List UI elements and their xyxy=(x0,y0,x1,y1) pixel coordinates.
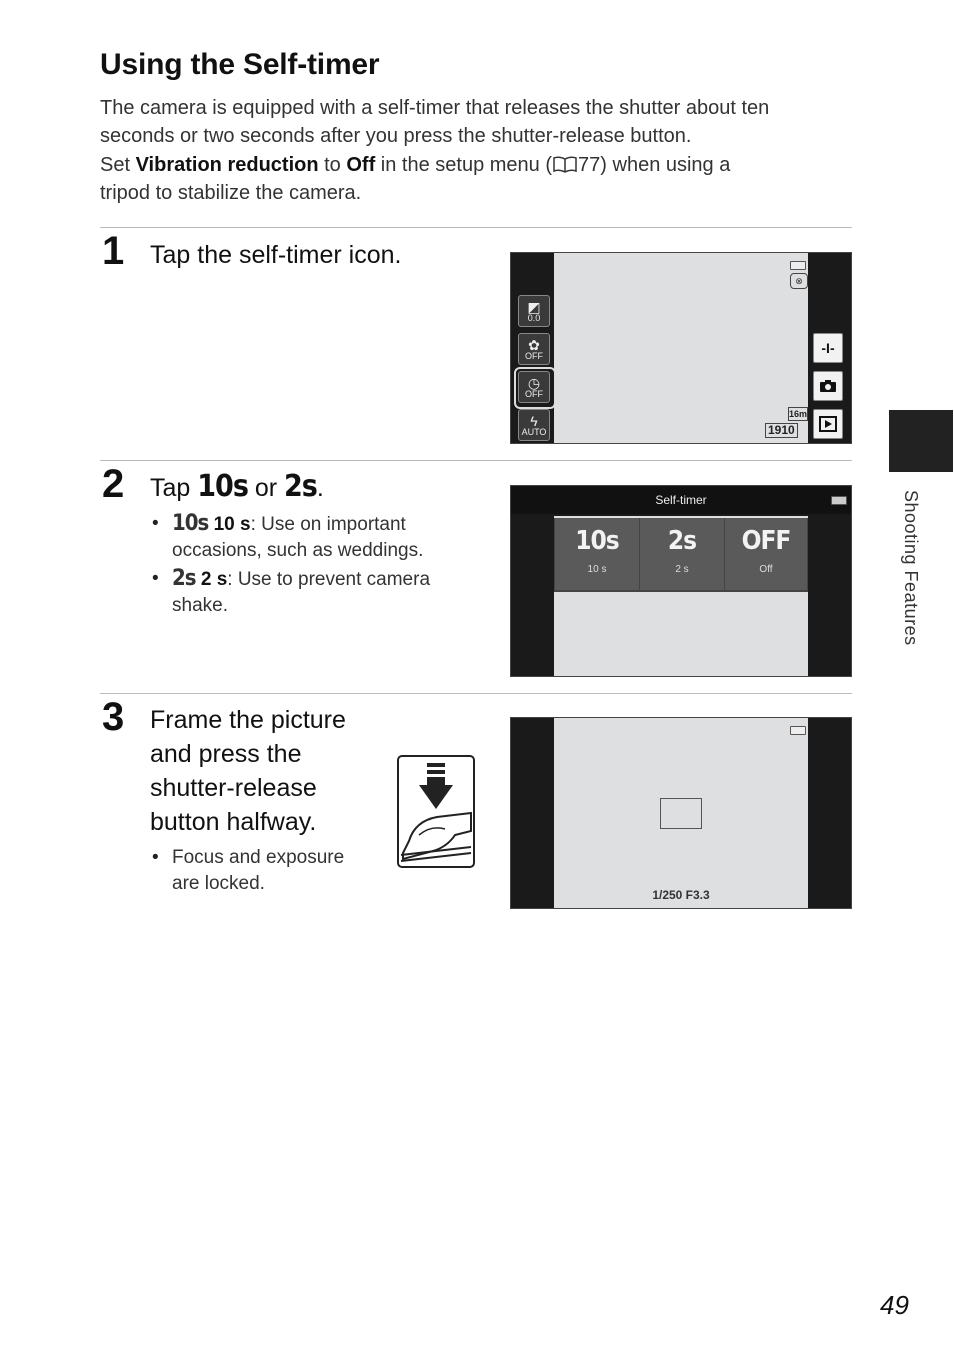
option-off[interactable]: OFF Off xyxy=(725,518,807,590)
exposure-button[interactable]: ◩ 0.0 xyxy=(518,295,550,327)
off-icon: OFF xyxy=(741,526,791,556)
step-title: Frame the picture and press the shutter-release button halfway. xyxy=(150,706,346,836)
step-title: Tap the self-timer icon. xyxy=(150,241,402,269)
divider xyxy=(100,460,852,461)
camera-screen-self-timer-menu xyxy=(510,485,852,677)
vr-icon: ⊗ xyxy=(790,273,808,289)
self-timer-icon: ◷ xyxy=(527,374,541,391)
image-size-icon: 16m xyxy=(789,409,808,419)
slider-icon: -I- xyxy=(821,340,835,356)
2s-icon: 2s xyxy=(284,469,317,504)
self-timer-button[interactable]: ◷ OFF xyxy=(518,371,550,403)
intro-paragraph-1: The camera is equipped with a self-timer that releases the shutter about ten seconds or two seconds after you press the shutter-release button. xyxy=(100,97,770,147)
section-label: Shooting Features xyxy=(901,490,921,646)
10s-icon: 10s xyxy=(172,511,209,536)
exposure-icon: ◩ xyxy=(527,298,541,315)
flash-icon: ϟ xyxy=(530,412,538,429)
camera-screen-shooting xyxy=(510,252,852,444)
playback-icon xyxy=(819,416,837,432)
options-panel xyxy=(554,518,808,592)
lcd-preview xyxy=(554,253,808,443)
list-item: • 10s 10 s: Use on important occasions, such as weddings. xyxy=(150,511,450,564)
step-title: Tap 10s or 2s. xyxy=(150,469,324,504)
macro-button[interactable]: ✿ OFF xyxy=(518,333,550,365)
list-item: • Focus and exposure are locked. xyxy=(150,845,370,897)
menu-title: Self-timer xyxy=(655,493,707,507)
battery-icon xyxy=(790,261,806,270)
battery-icon xyxy=(831,496,847,505)
page-title: Using the Self-timer xyxy=(100,48,380,81)
intro-paragraph-2: Set Vibration reduction to Off in the setup menu ( 77) when using a tripod to stabilize the camera. xyxy=(100,154,731,204)
page-number: 49 xyxy=(880,1290,909,1320)
divider xyxy=(100,693,852,694)
macro-icon: ✿ xyxy=(528,336,540,353)
2s-icon: 2s xyxy=(667,526,697,556)
option-2s[interactable]: 2s 2 s xyxy=(640,518,724,590)
playback-button[interactable] xyxy=(813,409,843,439)
list-item: • 2s 2 s: Use to prevent camera shake. xyxy=(150,566,450,619)
camera-icon xyxy=(819,379,837,393)
camera-screen-focus-locked xyxy=(510,717,852,909)
exposure-readout: 1/250 F3.3 xyxy=(652,888,710,902)
step-number: 3 xyxy=(102,695,125,739)
divider xyxy=(100,227,852,228)
2s-icon: 2s xyxy=(172,566,196,591)
page-reference: 77 xyxy=(578,154,601,176)
battery-icon xyxy=(790,726,806,735)
10s-icon: 10s xyxy=(197,469,248,504)
step-number: 1 xyxy=(102,229,125,273)
book-icon xyxy=(552,153,578,171)
slider-button[interactable] xyxy=(813,333,843,363)
step-number: 2 xyxy=(102,462,125,506)
step-3-bullets xyxy=(150,845,370,899)
shutter-press-icon xyxy=(397,755,475,868)
10s-icon: 10s xyxy=(575,526,619,556)
flash-button[interactable]: ϟ AUTO xyxy=(518,409,550,441)
section-tab xyxy=(889,410,953,472)
focus-area-frame xyxy=(660,798,702,829)
shots-remaining: 1910 xyxy=(765,423,798,438)
option-10s[interactable]: 10s 10 s xyxy=(555,518,639,590)
shooting-mode-button[interactable] xyxy=(813,371,843,401)
step-2-bullets xyxy=(150,511,450,621)
